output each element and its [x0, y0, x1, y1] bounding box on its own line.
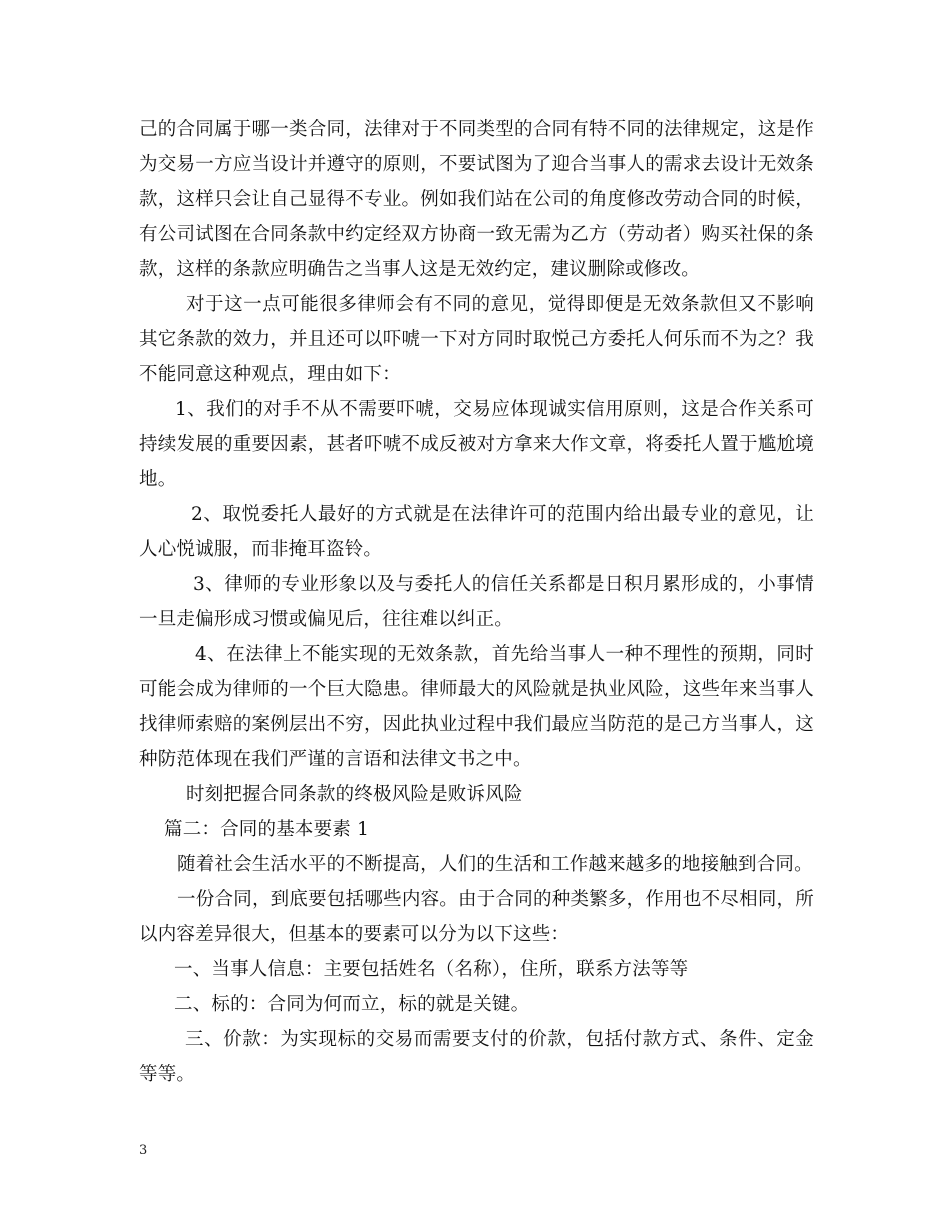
document-body	[139, 112, 814, 1092]
paragraph-lawyer-opinion: 对于这一点可能很多律师会有不同的意见，觉得即便是无效条款但又不影响其它条款的效力，并且还可以吓唬一下对方同时取悦己方委托人何乐而不为之？我不能同意这种观点，理由如下：	[139, 294, 814, 385]
paragraph-reason-2: 2、取悦委托人最好的方式就是在法律许可的范围内给出最专业的意见，让人心悦诚服，而非掩耳盗铃。	[139, 504, 814, 560]
paragraph-reason-1: 1、我们的对手不从不需要吓唬，交易应体现诚实信用原则，这是合作关系可持续发展的重要因素，甚者吓唬不成反被对方拿来大作文章，将委托人置于尴尬境地。	[139, 399, 814, 490]
paragraph-contract-contents: 一份合同，到底要包括哪些内容。由于合同的种类繁多，作用也不尽相同，所以内容差异很大，但基本的要素可以分为以下这些：	[139, 889, 814, 945]
paragraph-risk-summary: 时刻把握合同条款的终极风险是败诉风险	[186, 784, 523, 805]
list-item-price: 三、价款：为实现标的交易而需要支付的价款，包括付款方式、条件、定金等等。	[139, 1029, 814, 1085]
paragraph-social-development: 随着社会生活水平的不断提高，人们的生活和工作越来越多的地接触到合同。	[177, 854, 813, 875]
paragraph-reason-3: 3、律师的专业形象以及与委托人的信任关系都是日积月累形成的，小事情一旦走偏形成习惯或偏见后，往往难以纠正。	[139, 574, 814, 630]
list-item-party-info: 一、当事人信息：主要包括姓名（名称），住所，联系方法等等	[174, 959, 689, 980]
paragraph-contract-type: 己的合同属于哪一类合同，法律对于不同类型的合同有特不同的法律规定，这是作为交易一方应当设计并遵守的原则，不要试图为了迎合当事人的需求去设计无效条款，这样只会让自己显得不专业。例如我们站在公司的角度修改劳动合同的时候，有公司试图在合同条款中约定经双方协商一致无需为乙方（劳动者）购买社保的条款，这样的条款应明确告之当事人这是无效约定，建议删除或修改。	[139, 119, 814, 280]
paragraph-reason-4: 4、在法律上不能实现的无效条款，首先给当事人一种不理性的预期，同时可能会成为律师的一个巨大隐患。律师最大的风险就是执业风险，这些年来当事人找律师索赔的案例层出不穷，因此执业过程中我们最应当防范的是己方当事人，这种防范体现在我们严谨的言语和法律文书之中。	[139, 644, 814, 770]
list-item-subject-matter: 二、标的：合同为何而立，标的就是关键。	[174, 994, 530, 1015]
page-number: 3	[139, 1143, 148, 1158]
section-heading: 篇二：合同的基本要素 1	[164, 819, 370, 840]
